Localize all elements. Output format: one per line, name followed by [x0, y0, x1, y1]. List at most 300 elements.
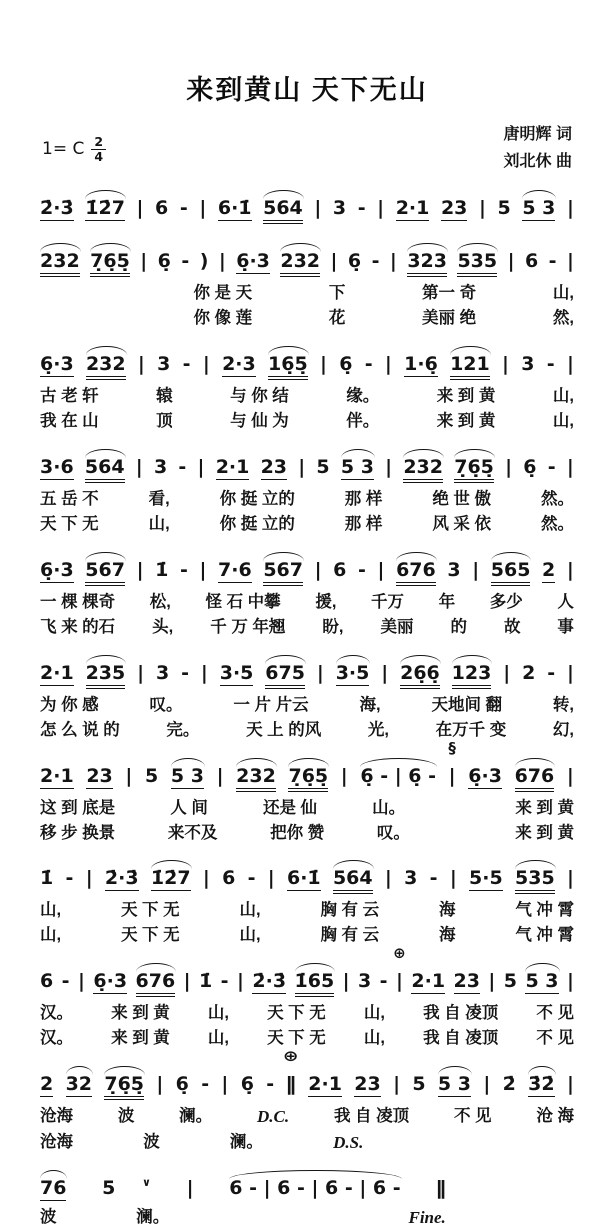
barline: |	[393, 1073, 401, 1096]
note-token: 1̇2̇7	[85, 197, 125, 220]
note-token: 5	[102, 1177, 116, 1200]
segno-icon: §	[448, 738, 456, 757]
lyric-group: 绝 世 傲	[432, 490, 492, 509]
lyric-group: 汉。	[40, 1029, 73, 1048]
note-token: 23	[440, 197, 468, 220]
lyric-group: 山,	[552, 412, 574, 431]
lyric-group: 澜。	[229, 1132, 263, 1151]
barline: |	[566, 661, 574, 684]
note-token: 7·6	[218, 558, 252, 581]
final-barline: ‖ ⊕	[283, 1047, 300, 1096]
lyric-group: 沧 海	[536, 1107, 574, 1126]
barline: |	[218, 250, 226, 273]
note-token: 1̇	[40, 867, 54, 890]
lyric-group: 天 下 无	[267, 1029, 326, 1048]
score-line	[40, 1165, 574, 1231]
note-token: -	[182, 353, 191, 376]
barline: |	[449, 867, 457, 890]
coda-icon: ⊕	[283, 1047, 300, 1066]
note-token: 6̣·3	[236, 250, 270, 273]
note-token: 6̣	[523, 456, 537, 479]
lyric-group: 与 你 结	[230, 387, 289, 406]
note-token: 5	[145, 764, 159, 787]
score-line	[40, 444, 574, 537]
score-line	[40, 855, 574, 948]
lyric-group: 海	[438, 926, 456, 945]
score-line	[40, 944, 574, 1051]
lyric-group: 移 步 换景	[40, 823, 116, 842]
barline: |	[567, 250, 574, 273]
lyrics-row	[40, 591, 574, 615]
note-token: 7̣6̣5̣	[454, 458, 494, 483]
lyric-group: 山。	[372, 798, 406, 817]
notation-row	[40, 238, 574, 281]
notation-row	[40, 444, 574, 487]
note-token: 232	[40, 252, 80, 277]
lyric-group: 的	[450, 617, 467, 636]
note-token: 6̣ - | 6̣ -	[360, 764, 437, 787]
barline: | §	[448, 738, 456, 787]
barline: |	[316, 661, 324, 684]
note-token: 5 3	[522, 197, 556, 220]
lyric-group: 我 自 凌顶	[423, 1029, 499, 1048]
lyric-group: 气 冲 霄	[515, 901, 574, 920]
lyric-group: 海	[438, 901, 456, 920]
note-token: 6̣·3	[40, 353, 74, 376]
lyric-group: 转,	[552, 695, 574, 714]
note-token: 7̣6̣5̣	[90, 252, 130, 277]
lyrics-row	[40, 513, 574, 537]
lyric-group: 叹。	[376, 823, 410, 842]
barline: |	[199, 197, 207, 220]
note-token: -	[357, 197, 366, 220]
note-token: 6	[155, 197, 169, 220]
barline: |	[566, 970, 574, 993]
note-token: 6	[524, 250, 539, 273]
barline: |	[202, 353, 210, 376]
barline: |	[385, 456, 393, 479]
note-token: 1̇2̇7	[150, 867, 191, 890]
note-token: 5 3	[340, 456, 374, 479]
note-token: 323	[407, 252, 447, 277]
lyric-group: 来 到 黄	[111, 1029, 170, 1048]
note-token: 2	[542, 558, 556, 581]
note-token: 5 3	[170, 764, 204, 787]
note-token: 6̣·3	[40, 558, 74, 581]
lyric-group: 来 到 黄	[515, 823, 574, 842]
barline: |	[135, 456, 143, 479]
note-token: 6·1̇	[217, 197, 252, 220]
barline: |	[505, 456, 513, 479]
lyric-group: 来 到 黄	[111, 1004, 170, 1023]
lyric-group: 你 挺 立的	[219, 514, 295, 533]
note-token: 535	[457, 252, 497, 277]
notation-row	[40, 738, 574, 796]
lyric-group: 五 岳 不	[40, 490, 99, 509]
lyrics-row	[40, 924, 574, 948]
lyric-group: 怪 石 中攀	[205, 592, 281, 611]
notation-row	[40, 1047, 574, 1104]
note-token: 6̣	[339, 353, 353, 376]
lyric-group: 伴。	[346, 412, 380, 431]
lyric-group: 气 冲 霄	[515, 926, 574, 945]
lyric-group: 下	[328, 284, 346, 303]
lyricist-credit: 唐明辉 词	[503, 126, 572, 143]
lyric-group: 天 下 无	[267, 1004, 326, 1023]
score-line	[40, 547, 574, 640]
note-token: 6	[40, 970, 54, 993]
lyric-group: 还是 仙	[262, 798, 318, 817]
note-token: 676	[396, 561, 436, 586]
lyric-group: 天地间 翻	[431, 695, 503, 714]
note-token: 5	[316, 456, 330, 479]
barline: |	[384, 867, 392, 890]
lyrics-row	[40, 1206, 446, 1231]
note-token: 6̣	[347, 250, 362, 273]
barline: |	[340, 764, 348, 787]
score-line	[40, 1047, 574, 1155]
barline: |	[137, 353, 145, 376]
score	[40, 185, 574, 1231]
note-token: 2·1	[40, 764, 74, 787]
barline: |	[472, 558, 480, 581]
lyric-group: 花	[328, 309, 346, 328]
lyric-group: 天 下 无	[120, 901, 180, 920]
lyric-group: 沧海	[40, 1107, 73, 1126]
lyric-group: 风 采 依	[432, 514, 492, 533]
barline: |	[136, 558, 144, 581]
lyric-group: 我 在 山	[40, 412, 99, 431]
barline: |	[156, 1073, 164, 1096]
lyric-group: 山,	[552, 387, 574, 406]
note-token: 1·6̣	[404, 353, 438, 376]
note-token: 567	[263, 561, 303, 586]
barline: |	[566, 456, 574, 479]
lyric-group: 然。	[540, 490, 574, 509]
note-token: 232	[280, 252, 320, 277]
note-token: 121	[450, 355, 490, 380]
note-token: -	[548, 250, 557, 273]
barline: |	[566, 353, 574, 376]
score-line	[40, 341, 574, 434]
lyrics-row	[40, 307, 574, 331]
barline: |	[314, 558, 322, 581]
barline: |	[298, 456, 306, 479]
lyric-group: 那 样	[344, 490, 383, 509]
note-token: 2̇	[502, 1073, 516, 1096]
note-token: )	[199, 250, 209, 273]
note-token: 3	[447, 558, 461, 581]
lyric-group: 山,	[552, 284, 574, 303]
barline: |	[199, 558, 207, 581]
lyric-group: 沧海	[40, 1132, 73, 1151]
barline: |	[381, 661, 389, 684]
lyric-group: 波	[40, 1208, 57, 1227]
composer-credit: 刘北休 曲	[503, 153, 572, 171]
barline: |	[507, 250, 515, 273]
lyric-group: 一 棵 棵奇	[40, 592, 116, 611]
note-token: 3	[153, 456, 168, 479]
lyric-group: 波	[117, 1107, 135, 1126]
note-token: 535	[515, 869, 555, 894]
lyric-group: 古 老 轩	[40, 387, 99, 406]
lyric-group: 山,	[363, 1029, 385, 1048]
barline: |	[478, 197, 486, 220]
song-title: 来到黄山 天下无山	[186, 75, 428, 105]
barline: |	[183, 970, 191, 993]
barline: |	[488, 970, 496, 993]
note-token: 3·5	[219, 661, 254, 684]
lyric-group: 这 到 底是	[40, 798, 116, 817]
lyrics-row	[40, 1002, 574, 1026]
key-time-signature	[42, 121, 106, 164]
note-token: 6̣	[157, 250, 171, 273]
lyric-group: 天 下 无	[40, 514, 99, 533]
note-token: 23	[86, 764, 113, 787]
lyrics-row	[40, 1027, 574, 1051]
barline: |	[566, 867, 574, 890]
note-token: 2·1	[40, 661, 74, 684]
time-signature	[91, 135, 106, 164]
breath-mark-icon: ∨	[142, 1176, 151, 1190]
lyrics-row	[40, 616, 574, 640]
note-token: -	[201, 1073, 210, 1096]
lyric-group: 山,	[239, 926, 261, 945]
note-token: 6̣·3	[93, 970, 128, 993]
lyric-group: 海,	[359, 695, 381, 714]
note-token: 6	[222, 867, 236, 890]
note-token: 232	[86, 355, 126, 380]
note-token: -	[546, 353, 555, 376]
direction-mark: D.C.	[256, 1107, 290, 1127]
lyric-group: 胸 有 云	[320, 901, 380, 920]
lyric-group: 幻,	[552, 720, 574, 739]
note-token: 676	[515, 767, 555, 792]
note-token: 565	[491, 561, 531, 586]
barline: |	[221, 1073, 229, 1096]
lyric-group: 事	[557, 617, 574, 636]
lyric-group: 为 你 感	[40, 695, 99, 714]
note-token: 5 3	[437, 1073, 471, 1096]
lyric-group: 不 见	[536, 1029, 574, 1048]
note-token: -	[65, 867, 74, 890]
lyric-group: 山,	[148, 514, 170, 533]
lyric-group: 看,	[148, 490, 170, 509]
note-token: 23	[260, 456, 288, 479]
lyric-group: 完。	[166, 720, 200, 739]
note-token: 2·1	[411, 970, 446, 993]
note-token: -	[179, 197, 188, 220]
lyric-group: 一 片 片云	[233, 695, 309, 714]
note-token: -	[178, 456, 187, 479]
barline: |	[377, 197, 385, 220]
lyric-group: 援,	[315, 592, 337, 611]
note-token: 5	[503, 970, 518, 993]
barline: |	[237, 970, 244, 993]
barline: |	[137, 661, 145, 684]
lyrics-row	[40, 719, 574, 743]
note-token: -	[181, 250, 190, 273]
notation-row	[40, 185, 574, 228]
key-signature: 1= C	[42, 139, 85, 160]
lyric-group: 与 仙 为	[230, 412, 289, 431]
note-token: 3	[404, 867, 418, 890]
note-token: 675	[265, 664, 305, 689]
note-token: 3	[332, 197, 347, 220]
lyric-group: 胸 有 云	[320, 926, 380, 945]
note-token: 23	[453, 970, 480, 993]
lyrics-row	[40, 282, 574, 306]
note-token: 1̇65	[295, 972, 335, 997]
note-token: 564	[263, 199, 303, 224]
barline: |	[566, 764, 574, 787]
note-token: -	[379, 970, 388, 993]
barline: |	[342, 970, 350, 993]
barline: |	[267, 867, 275, 890]
score-line	[40, 650, 574, 743]
lyric-group: 第一 奇	[422, 284, 477, 303]
barline: |	[377, 558, 385, 581]
note-token: 123	[452, 664, 492, 689]
coda-icon: ⊕	[393, 944, 406, 963]
barline: | ⊕	[393, 944, 406, 993]
note-token: 676	[136, 972, 176, 997]
note-token: 5·5	[469, 867, 503, 890]
note-token: 5	[412, 1073, 426, 1096]
barline: |	[502, 353, 509, 376]
note-token: -	[429, 867, 438, 890]
barline: |	[202, 867, 210, 890]
note-token: 2·1	[395, 197, 430, 220]
lyric-group: 然。	[540, 514, 574, 533]
barline: |	[186, 1177, 194, 1200]
lyric-group: 不 见	[453, 1107, 492, 1126]
lyric-group: 来不及	[167, 823, 218, 842]
lyrics-row	[40, 410, 574, 434]
note-token: 76	[40, 1177, 67, 1200]
lyric-group: 美丽	[380, 617, 414, 636]
notation-row	[40, 650, 574, 693]
lyric-group: 多少	[489, 592, 523, 611]
direction-mark: Fine.	[408, 1208, 446, 1228]
note-token: 6̣	[175, 1073, 189, 1096]
lyric-group: 辕	[156, 387, 173, 406]
time-signature-denominator: 4	[94, 148, 104, 164]
lyric-group: 美丽 绝	[422, 309, 477, 328]
note-token: 6·1̇	[286, 867, 321, 890]
barline: |	[85, 867, 93, 890]
lyric-group: 飞 来 的石	[40, 617, 116, 636]
lyrics-row	[40, 899, 574, 923]
lyric-group: 你 是 天	[193, 284, 253, 303]
note-token: 6 - | 6 - | 6 - | 6 -	[229, 1177, 401, 1200]
note-token: 6	[333, 558, 347, 581]
lyric-group: 头,	[152, 617, 174, 636]
lyric-group: 那 样	[344, 514, 383, 533]
lyric-group: 我 自 凌顶	[333, 1107, 410, 1126]
note-token: 3	[155, 661, 170, 684]
barline: |	[389, 250, 397, 273]
barline: |	[197, 456, 205, 479]
note-token: 26̣6̣	[400, 664, 440, 689]
barline: |	[566, 558, 574, 581]
barline: |	[483, 1073, 491, 1096]
note-token: 3	[358, 970, 372, 993]
lyric-group: 把你 赞	[270, 823, 325, 842]
note-token: 232	[236, 767, 276, 792]
note-token: 235	[86, 664, 126, 689]
notation-row	[40, 341, 574, 384]
notation-row	[40, 855, 574, 898]
note-token: 5 3	[525, 970, 559, 993]
note-token: 1̇	[199, 970, 213, 993]
lyric-group: 山,	[40, 926, 62, 945]
lyric-group: 山,	[239, 901, 261, 920]
lyric-group: 顶	[156, 412, 173, 431]
notation-row	[40, 547, 574, 590]
lyric-group: 千万	[371, 592, 405, 611]
lyric-group: 我 自 凌顶	[423, 1004, 499, 1023]
barline: |	[216, 764, 224, 787]
note-token: 2̇·3̇	[40, 197, 74, 220]
note-token: -	[181, 661, 189, 684]
barline: |	[319, 353, 327, 376]
note-token: 3	[157, 353, 171, 376]
score-meta	[42, 121, 572, 175]
note-token: 232	[403, 458, 443, 483]
final-barline: ‖	[435, 1177, 448, 1200]
lyric-group: 叹。	[149, 695, 183, 714]
lyrics-row	[40, 1105, 574, 1130]
lyrics-row	[40, 385, 574, 409]
lyric-group: 山,	[207, 1004, 229, 1023]
score-line	[40, 738, 574, 846]
lyric-group: 来 到 黄	[436, 387, 496, 406]
lyric-group: 来 到 黄	[436, 412, 496, 431]
note-token: 564	[333, 869, 373, 894]
score-line	[40, 238, 574, 331]
barline: |	[140, 250, 148, 273]
direction-mark: D.S.	[333, 1132, 364, 1152]
note-token: -	[61, 970, 70, 993]
note-token: 2·3	[222, 353, 256, 376]
note-token: 2·1	[215, 456, 250, 479]
note-token: -	[220, 970, 229, 993]
lyric-group: 松,	[149, 592, 171, 611]
lyrics-row	[40, 488, 574, 512]
lyrics-row	[40, 1131, 574, 1156]
barline: |	[200, 661, 208, 684]
lyric-group: 山,	[207, 1029, 229, 1048]
note-token: 2	[522, 661, 536, 684]
lyric-group: 山,	[363, 1004, 385, 1023]
lyric-group: 在万千 变	[435, 720, 507, 739]
note-token: 7̣6̣5̣	[104, 1075, 144, 1100]
lyric-group: 山,	[40, 901, 62, 920]
note-token: 16̣5̣	[268, 355, 308, 380]
note-token: 23	[354, 1073, 381, 1096]
time-signature-numerator: 2	[91, 135, 106, 150]
note-token: -	[547, 661, 556, 684]
lyric-group: 你 像 莲	[193, 309, 253, 328]
note-token: -	[371, 250, 380, 273]
note-token: 1̇	[155, 558, 169, 581]
note-token: -	[364, 353, 373, 376]
notation-row	[40, 944, 574, 1001]
lyric-group: 来 到 黄	[515, 798, 574, 817]
note-token: -	[247, 867, 256, 890]
note-token: 32	[65, 1073, 93, 1096]
